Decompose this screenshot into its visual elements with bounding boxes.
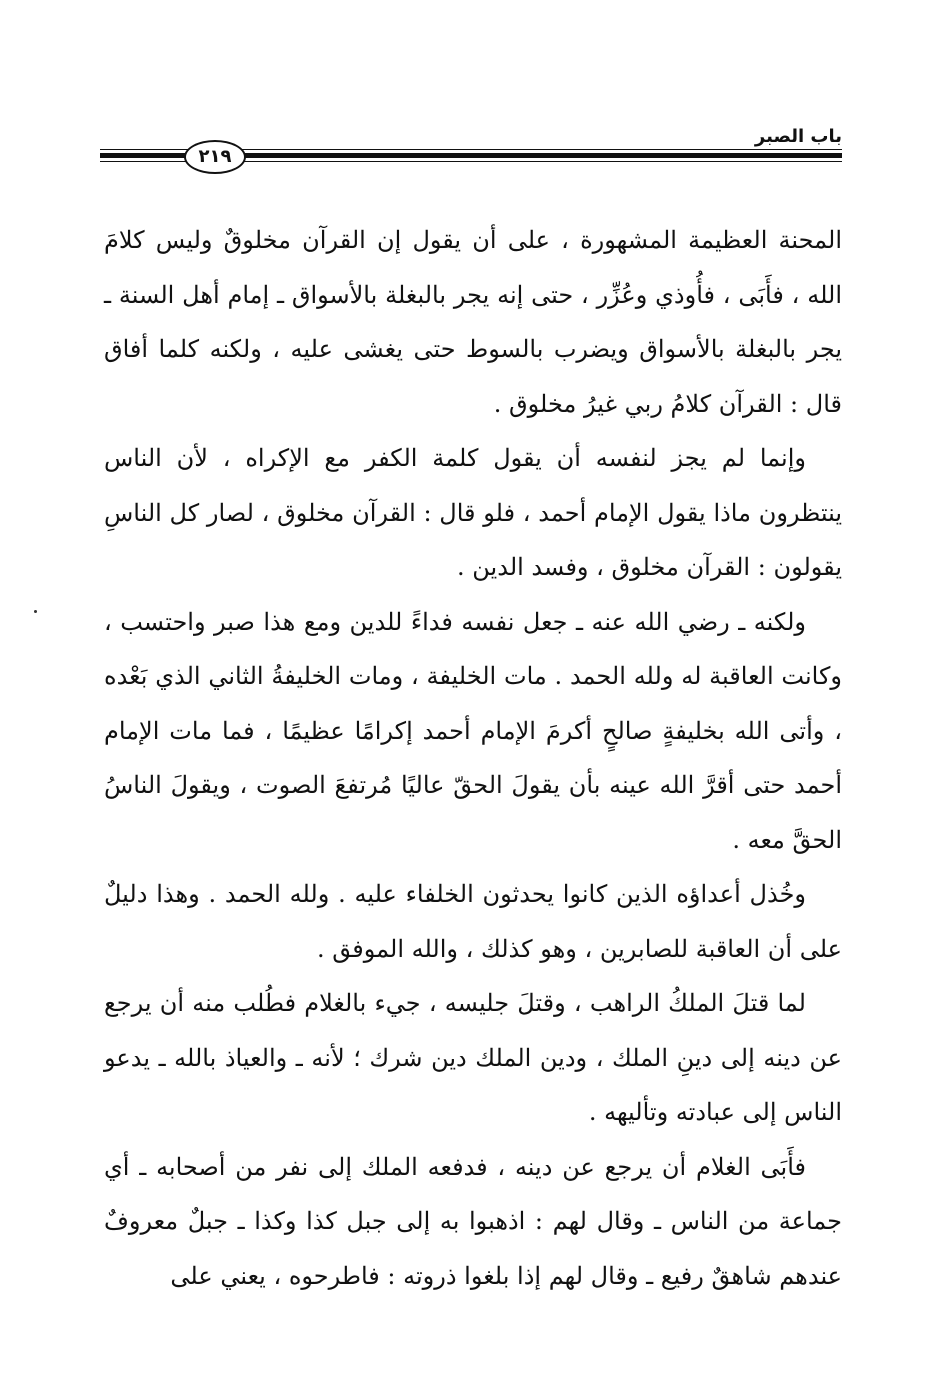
- body-text: [104, 213, 842, 1303]
- paragraph: فأَبَى الغلام أن يرجع عن دينه ، فدفعه الملك إلى نفر من أصحابه ـ أي جماعة من الناس ـ وقال لهم : اذهبوا به إلى جبل كذا وكذا ـ جبلٌ معروفٌ عندهم شاهقٌ رفيع ـ وقال لهم إذا بلغوا ذروته : فاطرحوه ، يعني على: [104, 1152, 842, 1290]
- scan-speck: [34, 610, 37, 613]
- paragraph: وإنما لم يجز لنفسه أن يقول كلمة الكفر مع الإكراه ، لأن الناس ينتظرون ماذا يقول الإمام أحمد ، فلو قال : القرآن مخلوق ، لصار كل الناسِ يقولون : القرآن مخلوق ، وفسد الدين .: [104, 444, 842, 581]
- paragraph: وخُذل أعداؤه الذين كانوا يحدثون الخلفاء عليه . ولله الحمد . وهذا دليلٌ على أن العاقبة للصابرين ، وهو كذلك ، والله الموفق .: [104, 880, 842, 963]
- page-header: [100, 118, 842, 178]
- paragraph: المحنة العظيمة المشهورة ، على أن يقول إن القرآن مخلوقٌ وليس كلامَ الله ، فأَبَى ، فأُوذي وعُزِّر ، حتى إنه يجر بالبغلة بالأسواق ـ إمام أهل السنة ـ يجر بالبغلة بالأسواق ويضرب بالسوط حتى يغشى عليه ، ولكنه كلما أفاق قال : القرآن كلامُ ربي غيرُ مخلوق .: [104, 226, 842, 418]
- page-number: ٢١٩: [184, 140, 246, 174]
- paragraph: ولكنه ـ رضي الله عنه ـ جعل نفسه فداءً للدين ومع هذا صبر واحتسب ، وكانت العاقبة له ولله الحمد . مات الخليفة ، ومات الخليفةُ الثاني الذي بَعْده ، وأتى الله بخليفةٍ صالحٍ أكرمَ الإمام أحمد إكرامًا عظيمًا ، فما مات الإمام أحمد حتى أقرَّ الله عينه بأن يقولَ الحقّ عاليًا مُرتفعَ الصوت ، ويقولَ الناسُ الحقَّ معه .: [104, 607, 843, 854]
- chapter-title: باب الصبر: [754, 126, 842, 147]
- paragraph: لما قتلَ الملكُ الراهب ، وقتلَ جليسه ، جيء بالغلام فطُلب منه أن يرجع عن دينه إلى دينِ الملك ، ودين الملك دين شرك ؛ لأنه ـ والعياذ بالله ـ يدعو الناس إلى عبادته وتأليهه .: [104, 989, 842, 1126]
